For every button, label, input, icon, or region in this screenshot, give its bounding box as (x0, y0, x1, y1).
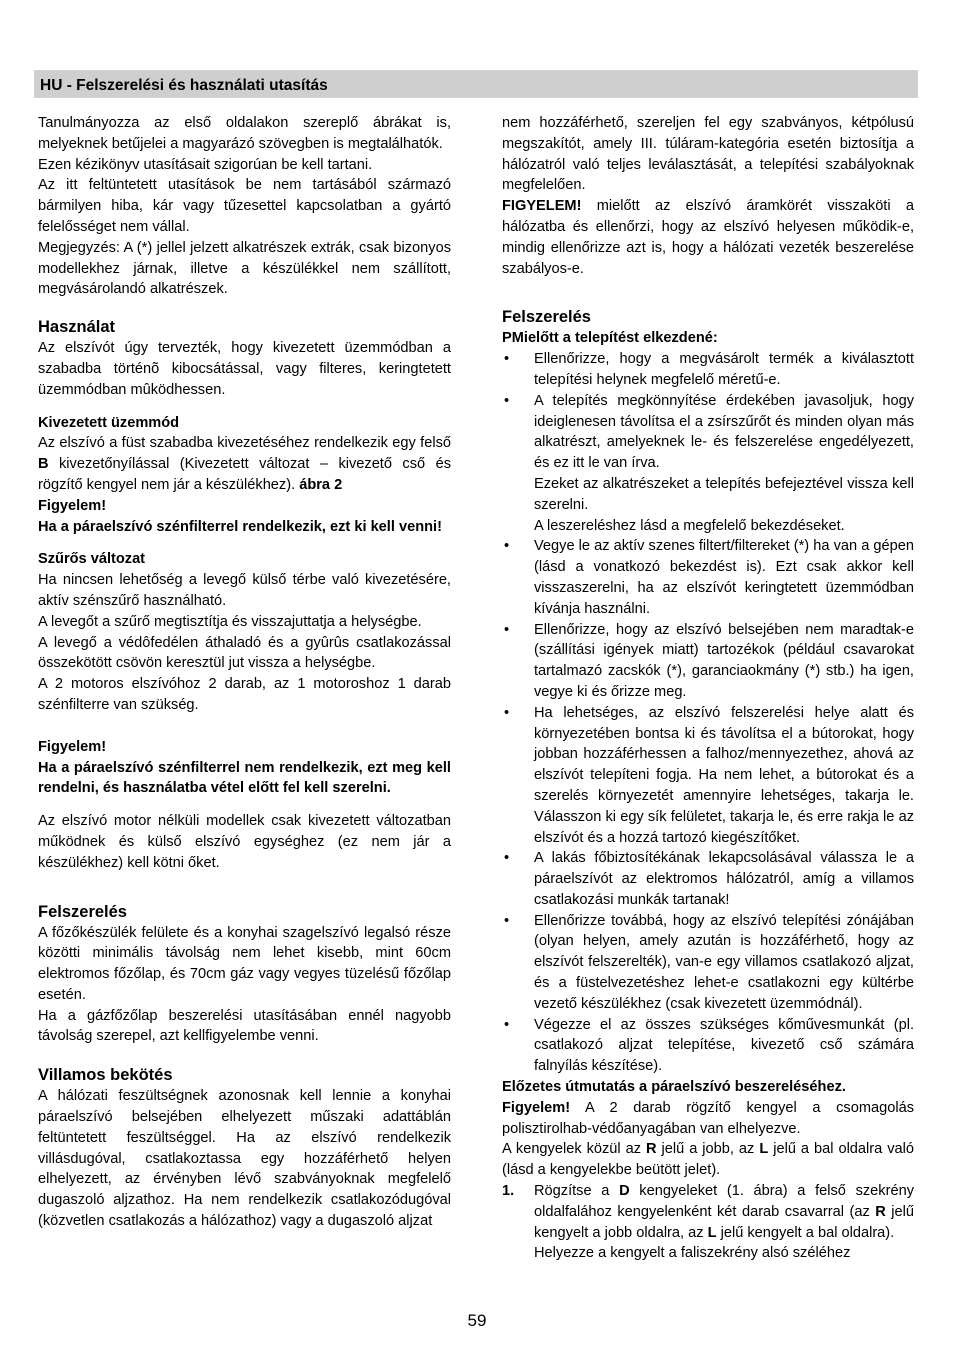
bullet-icon: • (504, 621, 510, 638)
szuros-line: A levegő a védôfedélen áthaladó és a gyûrûs csatlakozással összekötött csövön keresztül jut vissza a helységbe. (38, 634, 451, 672)
continued-text: nem hozzáférhető, szereljen fel egy szabványos, kétpólusú megszakítót, amely III. túláram-kategória esetén biztosítja a hálózatról való teljes leválasztását, a telepítési szabályoknak megfelelően. (502, 115, 914, 194)
list-item (502, 1015, 914, 1077)
label-b: B (38, 456, 49, 473)
section-header-bar (34, 70, 918, 98)
step-number: 1. (502, 1183, 515, 1200)
pre-install-warning (502, 1098, 914, 1140)
text-run: jelű a jobb, az (656, 1141, 760, 1158)
pre-install-title: Előzetes útmutatás a páraelszívó beszereléséhez. (502, 1079, 846, 1096)
label-l: L (707, 1224, 717, 1241)
list-item-text: A lakás főbiztosítékának lekapcsolásával válassza le a páraelszívót az elektromos hálózatról, amíg a villamos csatlakozási munkák tartanak! (534, 850, 914, 908)
label-d: D (619, 1183, 630, 1200)
text-run: jelű a bal oldalra való (lásd a kengyelekbe beütött jelet). (502, 1141, 915, 1179)
list-item (502, 703, 914, 849)
section-title-felszereles: Felszerelés (502, 308, 591, 327)
intro-paragraph: Tanulmányozza az első oldalakon szereplő ábrákat is, melyeknek betűjelei a magyarázó szövegben is megtalálhatók. (38, 115, 451, 152)
section-header-title: HU - Felszerelési és használati utasítás (40, 77, 328, 94)
bullet-icon: • (504, 1016, 510, 1033)
numbered-step (502, 1181, 914, 1264)
text-run: mielőtt az elszívó áramkörét visszaköti a hálózatba és ellenőrzi, hogy az elszívó helyesen működik-e, mindig ellenőrizze azt is, hogy a hálózati vezeték beszerelése szabályos-e. (502, 198, 914, 277)
list-item (502, 391, 914, 474)
section-title-hasznalat: Használat (38, 318, 116, 337)
figure-reference: ábra 2 (299, 476, 343, 493)
bullet-icon: • (504, 392, 510, 409)
warning-label: Figyelem! (502, 1099, 571, 1116)
text-run: jelű kengyelt a bal oldalra). (716, 1224, 895, 1241)
list-item-text: Ellenőrizze továbbá, hogy az elszívó telepítési zónájában (olyan helyen, amely azután is hozzáférhető, hogy az elszívót felszerelték), van-e egy villamos csatlakozó aljzat, és a füstelvezetéshez lehet-e csatlakozni egy kültérbe vezető készülékhez (csak kivezetett üzemmódnál). (534, 912, 914, 1012)
list-item (502, 848, 914, 910)
list-item-text: A telepítés megkönnyítése érdekében javasoljuk, hogy ideiglenesen távolítsa el a zsírszűrőt és minden olyan más alkatrészt, amelyeknek le- és felszerelése engedélyezett, és ez itt le van írva. (534, 392, 914, 472)
kivezetett-text (38, 433, 451, 495)
motor-text: Az elszívó motor nélküli modellek csak kivezetett változatban működnek és külső elszívó egységhez (ez nem jár a készülékhez) kell kötni őket. (38, 813, 451, 871)
list-item (502, 620, 914, 703)
szuros-line: A 2 motoros elszívóhoz 2 darab, az 1 motoroshoz 1 darab szénfilterre van szükség. (38, 676, 451, 713)
felszereles-text: A főzőkészülék felülete és a konyhai szagelszívó legalsó része közötti minimális távolság nem lehet kisebb, mint 60cm elektromos főzőlap, és 70cm gáz vagy vegyes tüzelésű főzőlap esetén. (38, 924, 451, 1003)
bullet-icon: • (504, 351, 510, 368)
right-column (502, 113, 914, 1264)
subsection-title-kivezetett: Kivezetett üzemmód (38, 414, 180, 431)
intro-paragraph: Megjegyzés: A (*) jellel jelzett alkatrészek extrák, csak bizonyos modellekhez járnak, illetve a készülékkel nem szállított, megvásárolandó alkatrészek. (38, 239, 451, 298)
warning-text: Ha a páraelszívó szénfilterrel nem rendelkezik, ezt meg kell rendelni, és használatba vétel előtt fel kell szerelni. (38, 759, 451, 797)
szuros-line: A levegőt a szűrő megtisztítja és visszajuttatja a helységbe. (38, 613, 422, 630)
list-item-text: Vegye le az aktív szenes filtert/filtereket (*) ha van a gépen (lásd a vonatkozó bekezdést is). Ezt csak akkor kell visszaszerelni, ha az elszívót keringtetett üzemmódban kívánja használni. (534, 538, 914, 617)
warning-title: Figyelem! (38, 738, 107, 755)
hasznalat-text: Az elszívót úgy tervezték, hogy kivezetett üzemmódban a szabadba történõ kibocsátással, vagy filteres, keringtetett üzemmódban mûködhessen. (38, 340, 451, 398)
szuros-line: Ha nincsen lehetőség a levegő külső térbe való kivezetésére, aktív szénszűrő használható. (38, 572, 451, 609)
list-item-extra: A leszereléshez lásd a megfelelő bekezdéseket. (534, 517, 845, 534)
text-run: kivezetőnyílással (Kivezetett változat – kivezető cső és rögzítő kengyel nem jár a készülékhez). (38, 456, 451, 493)
intro-paragraph: Ezen kézikönyv utasításait szigorúan be kell tartani. (38, 156, 373, 173)
warning-paragraph (502, 196, 914, 279)
warning-label: FIGYELEM! (502, 198, 582, 215)
text-run: Rögzítse a (534, 1183, 620, 1200)
section-title-felszereles: Felszerelés (38, 902, 127, 921)
subsection-title-szuros: Szűrős változat (38, 551, 146, 568)
section-title-villamos: Villamos bekötés (38, 1066, 173, 1085)
bullet-icon: • (504, 912, 510, 929)
bracket-paragraph (502, 1139, 914, 1181)
list-item (502, 536, 914, 619)
bullet-icon: • (504, 704, 510, 721)
villamos-text: A hálózati feszültségnek azonosnak kell lennie a konyhai páraelszívó belsejében elhelyezett műszaki adattáblán feltüntetett feszültséggel. Ha az elszívó rendelkezik villásdugóval, csatlakoztassa egy hozzáférhető helyen elhelyezett, az érvényben lévő szabványoknak megfelelő dugaszoló aljzathoz. Ha nem rendelkezik csatlakozódugóval (közvetlen csatlakozás a hálózathoz) vagy a dugaszoló aljzat (38, 1088, 451, 1230)
intro-paragraph: Az itt feltüntetett utasítások be nem tartásából származó bármilyen hiba, kár vagy tűzesettel kapcsolatban a gyártó felelősséget nem vállal. (38, 177, 451, 235)
list-item-text: Ellenőrizze, hogy az elszívó belsejében nem maradtak-e (szállítási igények miatt) tartozékok (például csavarokat tartalmazó zacskók (*), garanciaokmány (*) stb.) ha igen, vegye ki és őrizze meg. (534, 621, 914, 700)
left-column (38, 113, 451, 1232)
label-l: L (759, 1141, 769, 1158)
text-run: Helyezze a kengyelt a faliszekrény alsó széléhez (534, 1245, 851, 1262)
label-r: R (646, 1141, 657, 1158)
bullet-icon: • (504, 850, 510, 867)
list-item-text: Ha lehetséges, az elszívó felszerelési helye alatt és környezetében bontsa ki és távolítsa el a bútorokat, hogy jobban hozzáférhessen a falhoz/mennyezethez, ahová az elszívót telepíteni fogja. Ha nem lehet, a bútorokat és a szerelés környezetét amennyire lehetséges, takarja le. Válasszon ki egy sík felületet, takarja le, és erre rakja le az elszívót és a hozzá tartozó kiegészítőket. (534, 704, 914, 846)
list-item (502, 349, 914, 391)
warning-text: Ha a páraelszívó szénfilterrel rendelkezik, ezt ki kell venni! (38, 518, 442, 535)
warning-title: Figyelem! (38, 497, 107, 514)
text-run: A kengyelek közül az (502, 1141, 647, 1158)
label-r: R (875, 1203, 886, 1220)
text-run: A 2 darab rögzítő kengyel a csomagolás polisztirolhab-védőanyagában van elhelyezve. (502, 1099, 914, 1137)
list-item (502, 911, 914, 1015)
felszereles-text: Ha a gázfőzőlap beszerelési utasításában ennél nagyobb távolság szerepel, azt kellfigyelembe venni. (38, 1007, 451, 1045)
page-number: 59 (467, 1311, 487, 1330)
text-run: kengyeleket (1. ábra) a felső szekrény oldalfalához kengyelenként két darab csavarral (az (534, 1183, 914, 1220)
list-item-text: Ellenőrizze, hogy a megvásárolt termék a kiválasztott telepítési helynek megfelelő méretű-e. (534, 351, 914, 388)
text-run: jelű kengyelt a jobb oldalra, az (534, 1203, 914, 1241)
list-item-text: Végezze el az összes szükséges kőművesmunkát (pl. csatlakozó aljzat telepítése, kivezető cső számára falnyílás készítése). (534, 1016, 914, 1075)
text-run: Az elszívó a füst szabadba kivezetéséhez rendelkezik egy felső (38, 435, 451, 452)
subsection-title-before-install: PMielőtt a telepítést elkezdené: (502, 330, 718, 347)
bullet-icon: • (504, 538, 510, 555)
list-item-extra: Ezeket az alkatrészeket a telepítés befejeztével vissza kell szerelni. (534, 475, 914, 513)
